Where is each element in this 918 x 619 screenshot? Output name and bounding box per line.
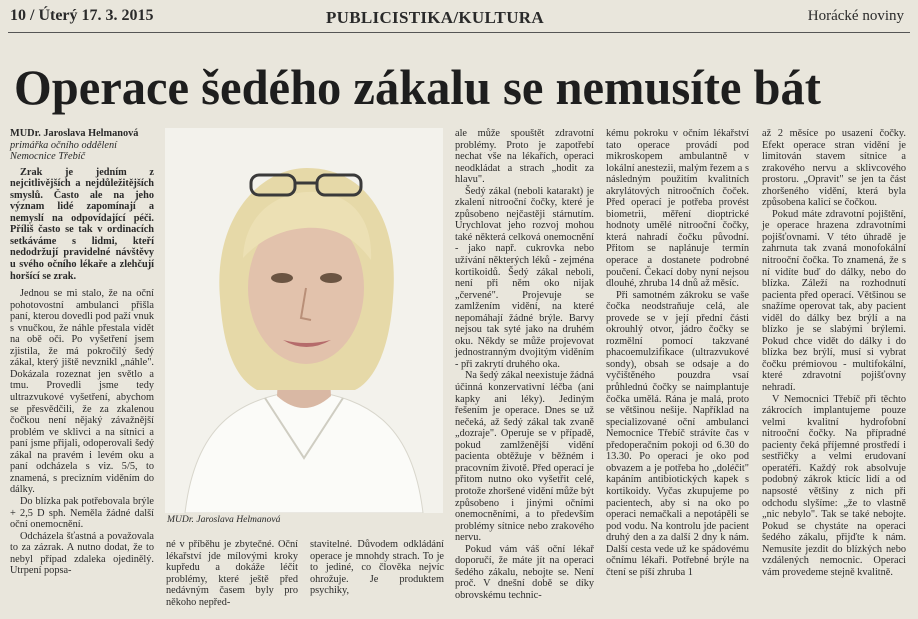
column-3: [455, 128, 594, 601]
body-paragraph: Na šedý zákal neexistuje žádná účinná konzervativní léčba (ani kapky ani léky). Jediným řešením je operace. Dnes se už nečeká, až šedý zákal tak zvaně „dozraje". Operuje se v případě, pokud zamlženější vidění pacienta obtěžuje v běžném i pracovním životě. Před operací je přitom nutno oko vyšetřit celé, protože zhoršené vidění může být způsobeno i jinými očními onemocněními, a to především problémy sítnice nebo zrakového nervu.: [455, 370, 594, 544]
body-paragraph: Do blízka pak potřebovala brýle + 2,5 D sph. Neměla žádné další oční onemocnění.: [10, 495, 154, 531]
author-workplace: Nemocnice Třebíč: [10, 151, 86, 163]
header-rule: [8, 32, 910, 33]
body-paragraph: kému pokroku v očním lékařství tato operace provádí pod mikroskopem ambulantně v lokální anestezii, malým řezem a s následným použitím kvalitních akrylátových nitroočních čoček. Před operací je potřeba provést biometrii, měření dioptrické hodnoty umělé nitrooční čočky, která nahradí čočku původní. Přitom se naplánuje termín operace a dostanete podrobné poučení. Čekací doby nyní nejsou dlouhé, zhruba 14 dnů až měsíc.: [606, 128, 749, 290]
newspaper-name: Horácké noviny: [807, 8, 904, 24]
column-1: [10, 128, 154, 577]
body-paragraph: až 2 měsíce po usazení čočky. Efekt operace stran vidění je limitován stavem sítnice a zrakového nervu a sklivcového prostoru. „Opravit" se jen ta část zhoršeného vidění, která byla způsobena kalicí se čočkou.: [762, 128, 906, 209]
page-header: [0, 0, 918, 32]
column-5: [762, 128, 906, 578]
page-number-date: 10 / Úterý 17. 3. 2015: [10, 7, 154, 24]
body-paragraph: né v příběhu je zbytečné. Oční lékařství jde mílovými kroky kupředu a dokáže léčit problémy, které ještě před nedávným časem byly pro někoho nepřed-: [166, 539, 298, 609]
author-photo: [165, 128, 443, 513]
column-4: [606, 128, 749, 578]
author-name: MUDr. Jaroslava Helmanová: [10, 128, 139, 139]
column-2-bottom: [166, 529, 298, 619]
body-paragraph: stavitelné. Důvodem odkládání operace je mnohdy strach. To je to jediné, co člověka nejvíc ohrožuje. Je produktem psychiky,: [310, 539, 444, 597]
body-paragraph: Jednou se mi stalo, že na oční pohotovostní ambulanci přišla paní, kterou dovedli pod paží vnuk s vnučkou, že náhle přestala vidět na obě oči. Po vyšetření jsem zjistila, že má pokročilý šedý zákal, který jiště nevznikl „náhle". Dokázala rozeznat jen světlo a tmu. Provedli jsme tedy ultrazvukové vyšetření, abychom se přesvědčili, že za zkalenou čočkou není nějaký závažnější problém ve sklivci a na sítnici a paní jsme přijali, odoperovali šedý zákal na pravém i levém oku a paní odcházela s viz. 5/5, to znamená, s precizním viděním do dálky.: [10, 288, 154, 496]
column-3-bottom: [310, 529, 444, 607]
article-headline: Operace šedého zákalu se nemusíte bát: [14, 59, 821, 115]
author-byline: [10, 128, 154, 163]
photo-caption: MUDr. Jaroslava Helmanová: [167, 514, 281, 525]
body-paragraph: Při samotném zákroku se vaše čočka neodstraňuje celá, ale provede se v její přední části okrouhlý otvor, jádro čočky se rozmělní pomocí takzvané phacoemulzifikace (ultrazvukové sondy), obsah se odsaje a do vyčištěného pouzdra vsaí průhlednú čočky se naimplantuje čočka umělá. Rána je malá, proto se většinou nešije. Například na specializované oční ambulanci Nemocnice Třebíč strávíte čas v předoperačním pokoji od 6.30 do 13.30. Po operaci je oko pod obvazem a je potřeba ho „doléčit" kapáním antibiotických kapek s kortikoidy. Vyčas zkupujeme po pacientech, aby si na oko po operaci nemačkali a nepotápěli se pod vodu. Na kontrolu jde pacient druhý den a za další 2 dny k nám. Další cesta vede už ke spádovému očnímu lékaři. Potřebné brýle na čtení se píší zhruba 1: [606, 289, 749, 578]
portrait-illustration: [165, 128, 443, 513]
body-paragraph: Odcházela šťastná a považovala to za zázrak. A nutno dodat, že to nebyl případ zdaleka ojedinělý. Utrpení popsa-: [10, 530, 154, 577]
lead-paragraph: Zrak je jedním z nejcitlivějších a nejdůležitějších smyslů. Často ale na jeho význam lidé zapomínají a nemyslí na odpovídající péči. Příliš často se tak v ordinacích setkáváme s lidmi, kteří nedodržují pravidelné návštěvy u svého očního lékaře a zlehčují horšící se zrak.: [10, 166, 154, 282]
body-paragraph: ale může spouštět zdravotní problémy. Proto je zapotřebí nechat vše na lékařích, operaci neodkládat a strach „hodit za hlavu".: [455, 128, 594, 186]
body-paragraph: Pokud vám váš oční lékař doporučí, že máte jít na operaci šedého zákalu, nebojte se. Není proč. V dnešní době se díky obrovskému technic-: [455, 543, 594, 601]
body-paragraph: Pokud máte zdravotní pojištění, je operace hrazena zdravotními pojišťovnami. V této úhradě je zahrnuta tak zvaná monofokální nitrooční čočka. To znamená, že s ní vidíte buď do dálky, nebo do blízka. Záleží na rozhodnutí pacienta před operací. Většinou se snažíme operovat tak, aby pacient viděl do dálky bez brýlí a na blízko je se slabými brýlemi. Pokud chce vidět do dálky i do blízka bez brýlí, musí si vybrat čočku prémiovou - multifokální, které zdravotní pojišťovny nehradí.: [762, 208, 906, 394]
body-paragraph: Šedý zákal (neboli katarakt) je zkalení nitrooční čočky, které je způsobeno nejčastěji stárnutím. Urychlovat jeho rozvoj mohou také některá celková onemocnění - jako např. cukrovka nebo užívání některých léků - zejména kortikoidů. Šedý zákal neboli, není při něm oko nijak „červené". Projevuje se zamlžením vidění, na které nepomáhají žádné brýle. Barvy nejsou tak syté jako na druhém oku. Někdy se může projevovat jednostranným dvojitým viděním - při zakrytí druhého oka.: [455, 185, 594, 370]
section-title: PUBLICISTIKA/KULTURA: [326, 8, 544, 27]
body-paragraph: V Nemocnici Třebíč při těchto zákrocích implantujeme pouze velmi kvalitní hydrofobní nitrooční čočky. Na přípradné pacienty čeká příjemné prostředí i sestřičky a velmi erudovaní operatéři. Každý rok absolvuje podobný zákrok kticíc lidí a od napsosté většiny z nich při odchodu slyšíme: „že to vlastně „nic nebylo". Tak se také nebojte. Pokud se chystáte na operaci šedého zákalu, přijďte k nám. Nemusíte jezdit do blízkých nebo vzdálených nemocnic. Operaci vám provedeme stejně kvalitně.: [762, 393, 906, 578]
author-role: primářka očního oddělení: [10, 139, 117, 151]
